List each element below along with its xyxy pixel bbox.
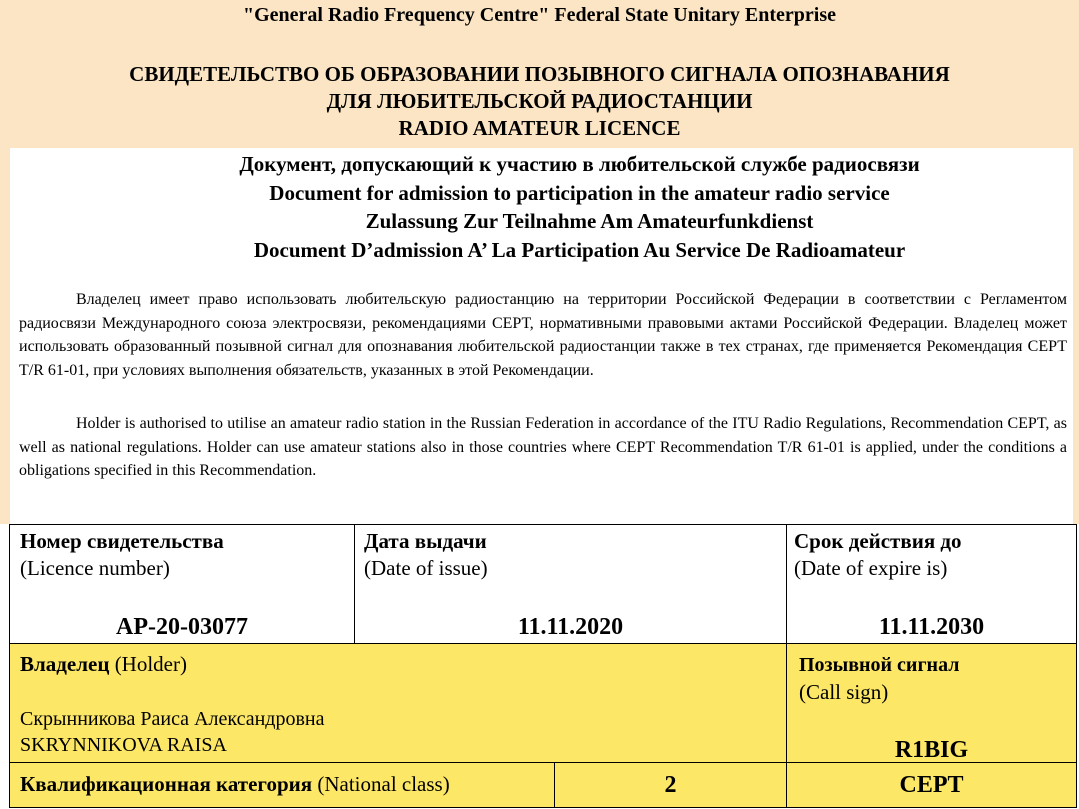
- qualification-label-cell: [10, 763, 555, 808]
- certificate-header: [0, 0, 1079, 148]
- callsign-label: Позывной сигнал: [799, 654, 960, 676]
- title-en: RADIO AMATEUR LICENCE: [398, 116, 681, 140]
- qualification-label: [20, 772, 450, 796]
- admission-fr: Document D’admission A’ La Participation Au Service De Radioamateur: [253, 237, 906, 262]
- holder-label: [20, 652, 187, 676]
- qualification-row: [10, 763, 1077, 808]
- cept-class-value: CEPT: [899, 772, 964, 798]
- holder-cell: [10, 644, 787, 763]
- organization-name: "General Radio Frequency Centre" Federal State Unitary Enterprise: [242, 4, 837, 26]
- qualification-label-en: (National class): [312, 772, 450, 796]
- national-class-value: 2: [664, 772, 677, 798]
- issue-date-label-en: (Date of issue): [364, 556, 488, 580]
- issue-date-label: Дата выдачи: [364, 529, 487, 553]
- national-class-cell: [555, 763, 787, 808]
- admission-statement: [0, 150, 1079, 264]
- rights-paragraph-ru: Владелец имеет право использовать любительскую радиостанцию на территории Российской Федерации в соответствии с Регламентом радиосвязи Международного союза электросвязи, рекомендациями СЕРТ, нормативными правовыми актами Российской Федерации. Владелец может использовать образованный позывной сигнал для опознавания любительской радиостанции также в тех странах, где применяется Рекомендация СЕРТ T/R 61-01, при условиях выполнения обязательств, указанных в этой Рекомендации.: [19, 291, 1067, 379]
- licence-details-table: [9, 524, 1077, 808]
- issue-date-cell: [355, 525, 787, 644]
- title-ru-line1: СВИДЕТЕЛЬСТВО ОБ ОБРАЗОВАНИИ ПОЗЫВНОГО СИГНАЛА ОПОЗНАВАНИЯ: [129, 62, 950, 86]
- licence-row: [10, 525, 1077, 644]
- licence-number-label: Номер свидетельства: [20, 529, 224, 553]
- callsign-value: R1BIG: [894, 737, 969, 763]
- licence-number-cell: [10, 525, 355, 644]
- holder-name-ru: Скрынникова Раиса Александровна: [20, 708, 325, 730]
- licence-number-label-en: (Licence number): [20, 556, 170, 580]
- holder-label-ru: Владелец: [20, 652, 110, 676]
- holder-row: [10, 644, 1077, 763]
- expire-date-label-en: (Date of expire is): [794, 556, 948, 580]
- holder-label-en: (Holder): [109, 652, 187, 676]
- cept-class-cell: [787, 763, 1077, 808]
- callsign-label-en: (Call sign): [799, 680, 889, 704]
- holder-name-en: SKRYNNIKOVA RAISA: [20, 734, 227, 756]
- licence-number-value: АР-20-03077: [116, 614, 248, 640]
- issue-date-value: 11.11.2020: [517, 614, 624, 640]
- rights-paragraph-en: Holder is authorised to utilise an amateur radio station in the Russian Federation in accordance of the ITU Radio Regulations, Recommendation CEPT, as well as national regulations. Holder can use amateur stations also in those countries where CEPT Recommendation T/R 61-01 is applied, under the conditions a obligations specified in this Recommendation.: [19, 415, 1067, 479]
- title-ru-line2: ДЛЯ ЛЮБИТЕЛЬСКОЙ РАДИОСТАНЦИИ: [326, 89, 753, 113]
- admission-de: Zulassung Zur Teilnahme Am Amateurfunkdienst: [365, 209, 814, 233]
- qualification-label-ru: Квалификационная категория: [20, 772, 313, 796]
- expire-date-value: 11.11.2030: [878, 614, 985, 640]
- expire-date-label: Срок действия до: [794, 529, 962, 553]
- certificate-title: [0, 61, 1079, 142]
- admission-ru: Документ, допускающий к участию в любительской службе радиосвязи: [239, 152, 920, 176]
- callsign-cell: [787, 644, 1077, 763]
- admission-en: Document for admission to participation in the amateur radio service: [269, 180, 890, 205]
- expire-date-cell: [787, 525, 1077, 644]
